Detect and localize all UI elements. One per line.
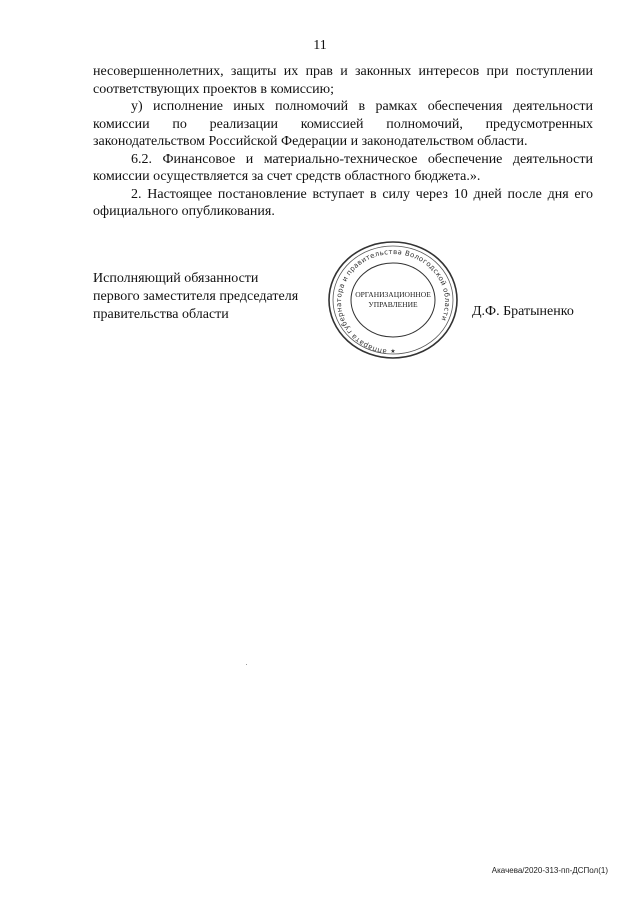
paragraph-2: 2. Настоящее постановление вступает в силу через 10 дней после дня его официального опубликования. <box>93 186 593 219</box>
signatory-position <box>93 270 298 324</box>
document-reference: Акачева/2020-313-пп-ДСПол(1) <box>491 866 608 875</box>
official-stamp <box>322 236 464 364</box>
signatory-name: Д.Ф. Братыненко <box>472 304 574 319</box>
position-line-2: первого заместителя председателя <box>93 289 299 304</box>
paragraph-6-2: 6.2. Финансовое и материально-техническое обеспечение деятельности комиссии осуществляется за счет средств областного бюджета.». <box>93 151 593 184</box>
scan-speck <box>246 664 247 665</box>
stamp-star-icon: ★ <box>390 349 396 355</box>
document-body <box>93 63 593 221</box>
page-number: 11 <box>313 38 327 53</box>
position-line-1: Исполняющий обязанности <box>93 271 259 286</box>
paragraph-item-u: у) исполнение иных полномочий в рамках обеспечения деятельности комиссии по реализации комиссией полномочий, предусмотренных законодательством Российской Федерации и законодательством области. <box>93 99 593 149</box>
stamp-center-line-1: ОРГАНИЗАЦИОННОЕ <box>355 290 431 299</box>
position-line-3: правительства области <box>93 307 229 322</box>
stamp-ring-text: аппарата губернатора и правительства Вологодской области <box>335 247 452 356</box>
paragraph-continuation: несовершеннолетних, защиты их прав и законных интересов при поступлении соответствующих проектов в комиссию; <box>93 64 593 97</box>
stamp-center-line-2: УПРАВЛЕНИЕ <box>368 300 418 309</box>
